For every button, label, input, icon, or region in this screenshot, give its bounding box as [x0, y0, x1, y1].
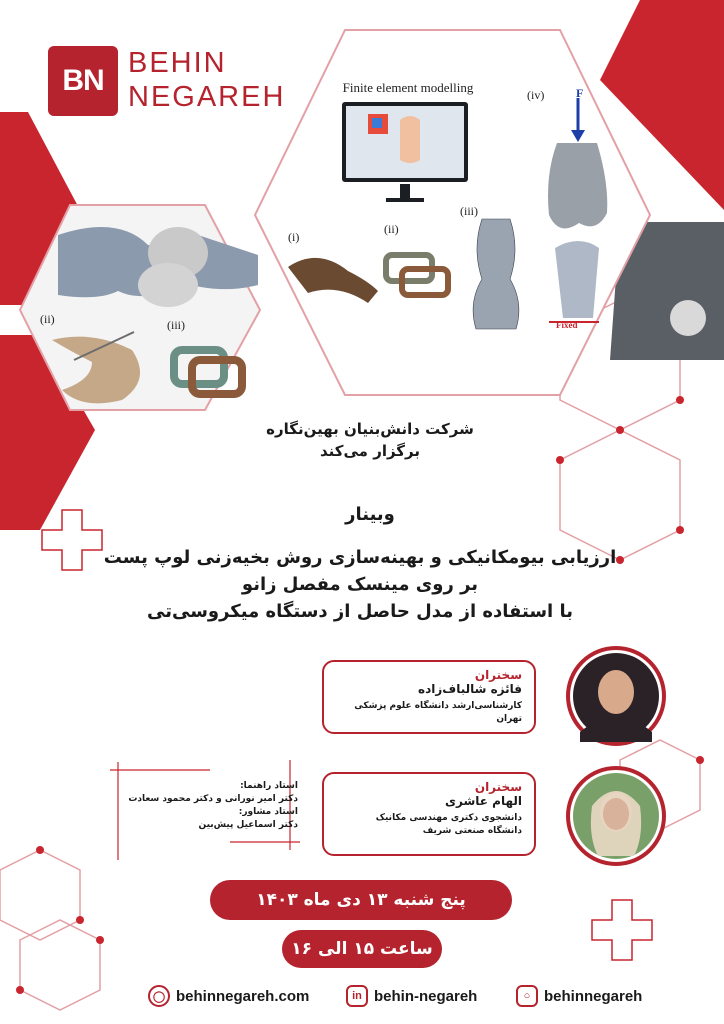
brand-line-1: BEHIN — [128, 47, 227, 79]
knee-force-model — [535, 98, 615, 328]
website-contact[interactable] — [148, 985, 309, 1007]
speaker-card-1 — [322, 660, 536, 734]
supervisor-label: استاد راهنما: — [240, 781, 298, 791]
meniscus-figures — [282, 215, 532, 335]
speaker-1-info: کارشناسی‌ارشد دانشگاه علوم پزشکی تهران — [354, 701, 522, 724]
instagram-contact[interactable] — [516, 985, 642, 1007]
speaker-1-avatar — [566, 646, 666, 746]
consultant-label: استاد مشاور: — [238, 807, 298, 817]
organizer — [150, 418, 590, 462]
speaker-2-info-1: دانشجوی دکتری مهندسی مکانیک — [375, 813, 522, 823]
speaker-2-tag: سخنران — [474, 780, 522, 794]
webinar-title — [60, 544, 660, 625]
instagram-icon: ○ — [516, 985, 538, 1007]
speaker-2-avatar — [566, 766, 666, 866]
label-iv: (iv) — [527, 88, 545, 102]
globe-icon: ◯ — [148, 985, 170, 1007]
advisors-block — [118, 780, 298, 832]
brand-logo-mark: BN — [48, 46, 118, 116]
fem-title: Finite element modelling — [342, 80, 474, 95]
left-label-ii: (ii) — [40, 312, 55, 326]
suture-figures — [44, 320, 264, 410]
force-label: F — [576, 86, 584, 100]
fixed-label: Fixed — [556, 320, 578, 330]
organizer-name: شرکت دانش‌بنیان بهین‌نگاره — [266, 420, 474, 438]
linkedin-contact[interactable] — [346, 985, 477, 1007]
instagram-text[interactable]: behinnegareh — [544, 987, 643, 1005]
fem-monitor-figure — [340, 100, 470, 210]
linkedin-icon: in — [346, 985, 368, 1007]
consultant-name: دکتر اسماعیل پیش‌بین — [198, 820, 298, 830]
time-text: ساعت ۱۵ الی ۱۶ — [291, 939, 433, 959]
title-line-2: بر روی مینسک مفصل زانو — [241, 574, 479, 595]
title-line-1: ارزیابی بیومکانیکی و بهینه‌سازی روش بخیه‌زنی لوپ پست — [103, 547, 617, 568]
date-pill — [210, 880, 512, 920]
brand-line-2: NEGAREH — [128, 81, 286, 113]
speaker-2-name: الهام عاشری — [445, 794, 522, 808]
label-ii: (ii) — [384, 222, 399, 236]
supervisor-names: دکتر امیر نورانی و دکتر محمود سعادت — [128, 794, 298, 804]
website-text[interactable]: behinnegareh.com — [176, 987, 310, 1005]
knee-model-figure — [58, 205, 258, 315]
speaker-1-tag: سخنران — [474, 668, 522, 682]
title-line-3: با استفاده از مدل حاصل از دستگاه میکروسی‌تی — [147, 601, 573, 622]
event-type: وبینار — [345, 504, 395, 525]
speaker-card-2 — [322, 772, 536, 856]
speaker-1-name: فائزه شالباف‌زاده — [417, 682, 522, 696]
label-i: (i) — [288, 230, 300, 244]
date-text: پنج شنبه ۱۳ دی ماه ۱۴۰۳ — [256, 890, 466, 910]
linkedin-text[interactable]: behin-negareh — [374, 987, 478, 1005]
time-pill — [282, 930, 442, 968]
organizer-action: برگزار می‌کند — [320, 442, 420, 460]
left-label-iii: (iii) — [167, 318, 185, 332]
label-iii: (iii) — [460, 204, 478, 218]
speaker-2-info-2: دانشگاه صنعتی شریف — [422, 826, 522, 836]
brand-logo-text — [128, 46, 285, 114]
